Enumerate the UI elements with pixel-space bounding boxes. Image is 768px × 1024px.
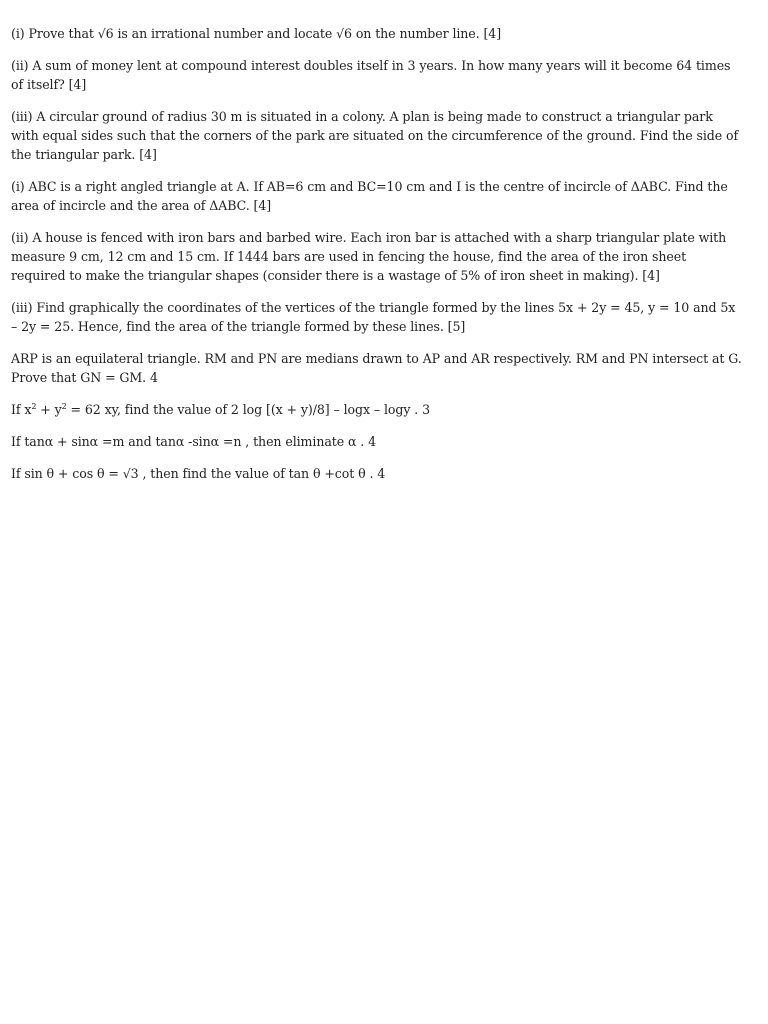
question-2-text: (ii) A sum of money lent at compound interest doubles itself in 3 years. In how many years will it become 64 times of itself? [4] — [11, 58, 731, 92]
question-2 — [11, 56, 744, 94]
question-1 — [11, 24, 744, 43]
question-5-text: (ii) A house is fenced with iron bars and barbed wire. Each iron bar is attached with a sharp triangular plate with measure 9 cm, 12 cm and 15 cm. If 1444 bars are used in fencing the house, find the area of the iron sheet required to make the triangular shapes (consider there is a wastage of 5% of iron sheet in making). [4] — [11, 230, 727, 283]
question-3-text: (iii) A circular ground of radius 30 m is situated in a colony. A plan is being made to construct a triangular park with equal sides such that the corners of the park are situated on the circumference of the ground. Find the side of the triangular park. [4] — [11, 109, 739, 162]
question-6 — [11, 298, 744, 336]
question-8-text-after: = 62 xy, find the value of 2 log [(x + y)/8] – logx – logy . 3 — [66, 402, 430, 417]
question-8 — [11, 400, 744, 419]
question-8-text-mid: + y — [36, 402, 62, 417]
question-1-text: (i) Prove that √6 is an irrational number and locate √6 on the number line. [4] — [11, 26, 502, 41]
question-4 — [11, 177, 744, 215]
question-6-text: (iii) Find graphically the coordinates of the vertices of the triangle formed by the lines 5x + 2y = 45, y = 10 and 5x – 2y = 25. Hence, find the area of the triangle formed by these lines. [5] — [11, 300, 736, 334]
question-8-text-before: If x — [11, 402, 32, 417]
question-7-text: ARP is an equilateral triangle. RM and PN are medians drawn to AP and AR respectively. RM and PN intersect at G. Prove that GN = GM. 4 — [11, 351, 742, 385]
question-10-text: If sin θ + cos θ = √3 , then find the value of tan θ +cot θ . 4 — [11, 466, 386, 481]
question-9 — [11, 432, 744, 451]
question-7 — [11, 349, 744, 387]
question-9-text: If tanα + sinα =m and tanα -sinα =n , then eliminate α . 4 — [11, 434, 376, 449]
question-4-text: (i) ABC is a right angled triangle at A. If AB=6 cm and BC=10 cm and I is the centre of incircle of ΔABC. Find the area of incircle and the area of ΔABC. [4] — [11, 179, 728, 213]
question-3 — [11, 107, 744, 164]
question-5 — [11, 228, 744, 285]
question-10 — [11, 464, 744, 483]
question-8-superscript-2: 2 — [61, 401, 67, 411]
question-8-superscript-1: 2 — [31, 401, 37, 411]
